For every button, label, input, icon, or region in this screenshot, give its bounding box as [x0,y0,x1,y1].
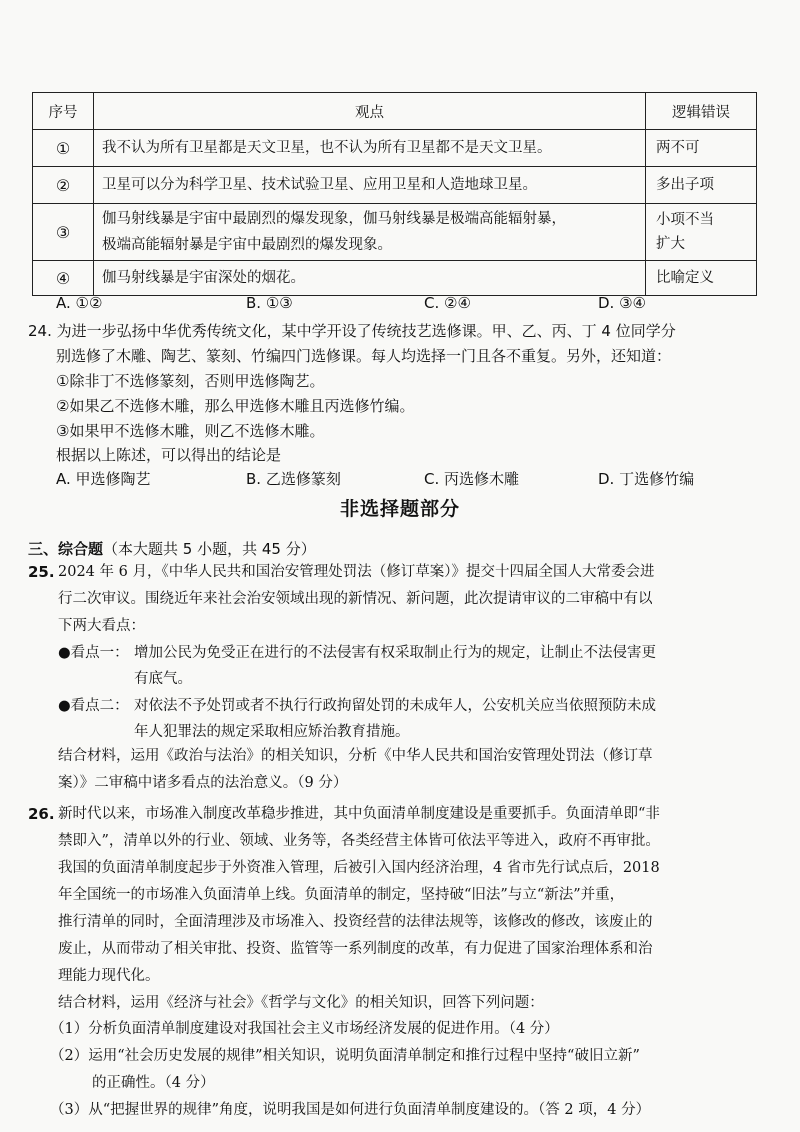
q24-options [56,468,776,492]
row-error-line: 小项不当 [656,212,714,228]
q26-line: 废止，从而带动了相关审批、投资、监管等一系列制度的改革，有力促进了国家治理体系和治 [58,941,653,957]
q24-option-b[interactable]: B. 乙选修篆刻 [246,470,341,488]
q26-line: 新时代以来，市场准入制度改革稳步推进，其中负面清单制度建设是重要抓手。负面清单即“非 [58,806,660,822]
q24-option-d[interactable]: D. 丁选修竹编 [598,470,695,488]
row-error: 两不可 [646,130,757,167]
table-row [33,261,757,296]
q24-condition: ①除非丁不选修篆刻，否则甲选修陶艺。 [56,372,325,390]
q25-number: 25. [28,563,55,581]
row-error: 多出子项 [646,167,757,204]
header-num: 序号 [33,93,94,130]
q25-ask-line: 结合材料，运用《政治与法治》的相关知识，分析《中华人民共和国治安管理处罚法（修订草 [58,748,653,764]
row-view: 卫星可以分为科学卫星、技术试验卫星、应用卫星和人造地球卫星。 [94,167,646,204]
row-num: ③ [33,204,94,261]
q24-stem-line: 24. 为进一步弘扬中华优秀传统文化，某中学开设了传统技艺选修课。甲、乙、丙、丁 4 位同学分 [28,322,676,340]
page-footer-strip [90,1116,730,1126]
table-header-row [33,93,757,130]
q25-line: 行二次审议。围绕近年来社会治安领域出现的新情况、新问题，此次提请审议的二审稿中有以 [58,591,653,607]
header-view: 观点 [94,93,646,130]
row-view [94,204,646,261]
q26-line: 推行清单的同时，全面清理涉及市场准入、投资经营的法律法规等，该修改的修改，该废止的 [58,914,653,930]
row-view-line: 极端高能辐射暴是宇宙中最剧烈的爆发现象。 [102,237,392,253]
q24-option-a[interactable]: A. 甲选修陶艺 [56,470,151,488]
row-error-line: 扩大 [656,236,685,252]
q25-bullet-line: 年人犯罪法的规定采取相应矫治教育措施。 [134,724,410,740]
q26-line: 我国的负面清单制度起步于外资准入管理，后被引入国内经济治理，4 省市先行试点后，2018 [58,860,660,876]
q24-condition: ③如果甲不选修木雕，则乙不选修木雕。 [56,422,325,440]
q25-bullet-1-head: ●看点一： [58,645,129,661]
row-view-line: 伽马射线暴是宇宙中最剧烈的爆发现象，伽马射线暴是极端高能辐射暴， [102,211,566,227]
logic-error-table [32,92,757,296]
part-note: （本大题共 5 小题，共 45 分） [103,540,316,558]
q26-line: 年全国统一的市场准入负面清单上线。负面清单的制定，坚持破“旧法”与立“新法”并重， [58,887,625,903]
table-row [33,204,757,261]
q26-material [58,801,660,990]
q25-bullet-1 [134,640,656,692]
q25-material [58,559,654,640]
q25-line: 2024 年 6 月，《中华人民共和国治安管理处罚法（修订草案）》提交十四届全国人大常委会进 [58,564,655,580]
q23-option-d[interactable]: D. ③④ [598,294,646,312]
q24-ask: 根据以上陈述，可以得出的结论是 [56,446,282,464]
table-row [33,130,757,167]
q25-bullet-2 [134,693,656,745]
section-title: 非选择题部分 [339,498,460,520]
q26-ask [58,990,544,1017]
q23-options [56,294,776,318]
q24-option-c[interactable]: C. 丙选修木雕 [424,470,520,488]
q23-option-c[interactable]: C. ②④ [424,294,471,312]
row-error: 比喻定义 [646,261,757,296]
part-label: 三、综合题 [28,540,104,558]
q25-bullet-2-head: ●看点二： [58,698,129,714]
row-view: 我不认为所有卫星都是天文卫星，也不认为所有卫星都不是天文卫星。 [94,130,646,167]
table-row [33,167,757,204]
q26-subquestions [50,1016,650,1124]
row-num: ④ [33,261,94,296]
q26-ask-line: 结合材料，运用《经济与社会》《哲学与文化》的相关知识，回答下列问题： [58,995,544,1011]
q24-condition: ②如果乙不选修木雕，那么甲选修木雕且丙选修竹编。 [56,397,415,415]
q26-number: 26. [28,805,55,823]
q25-bullet-line: 有底气。 [134,671,192,687]
q26-sub-1: （1）分析负面清单制度建设对我国社会主义市场经济发展的促进作用。（4 分） [50,1021,559,1037]
q24-stem-line: 别选修了木雕、陶艺、篆刻、竹编四门选修课。每人均选择一门且各不重复。另外，还知道： [56,347,672,365]
q25-bullet-line: 增加公民为免受正在进行的不法侵害有权采取制止行为的规定，让制止不法侵害更 [134,645,656,661]
q23-option-b[interactable]: B. ①③ [246,294,293,312]
row-num: ① [33,130,94,167]
q26-sub-2: （2）运用“社会历史发展的规律”相关知识，说明负面清单制定和推行过程中坚持“破旧立新” [50,1048,640,1064]
q26-sub-3: （3）从“把握世界的规律”角度，说明我国是如何进行负面清单制度建设的。（答 2 项，4 分） [50,1102,651,1118]
q25-bullet-line: 对依法不予处罚或者不执行行政拘留处罚的未成年人，公安机关应当依照预防未成 [134,698,656,714]
q26-line: 禁即入”，清单以外的行业、领域、业务等，各类经营主体皆可依法平等进入，政府不再审批。 [58,833,660,849]
header-error: 逻辑错误 [646,93,757,130]
row-error [646,204,757,261]
row-num: ② [33,167,94,204]
q23-option-a[interactable]: A. ①② [56,294,103,312]
q26-line: 理能力现代化。 [58,968,160,984]
q25-ask [58,743,653,797]
part-heading [28,538,316,559]
row-view: 伽马射线暴是宇宙深处的烟花。 [94,261,646,296]
q26-sub-2-cont: 的正确性。（4 分） [92,1075,215,1091]
q25-line: 下两大看点： [58,618,145,634]
q25-ask-line: 案）》二审稿中诸多看点的法治意义。（9 分） [58,775,348,791]
